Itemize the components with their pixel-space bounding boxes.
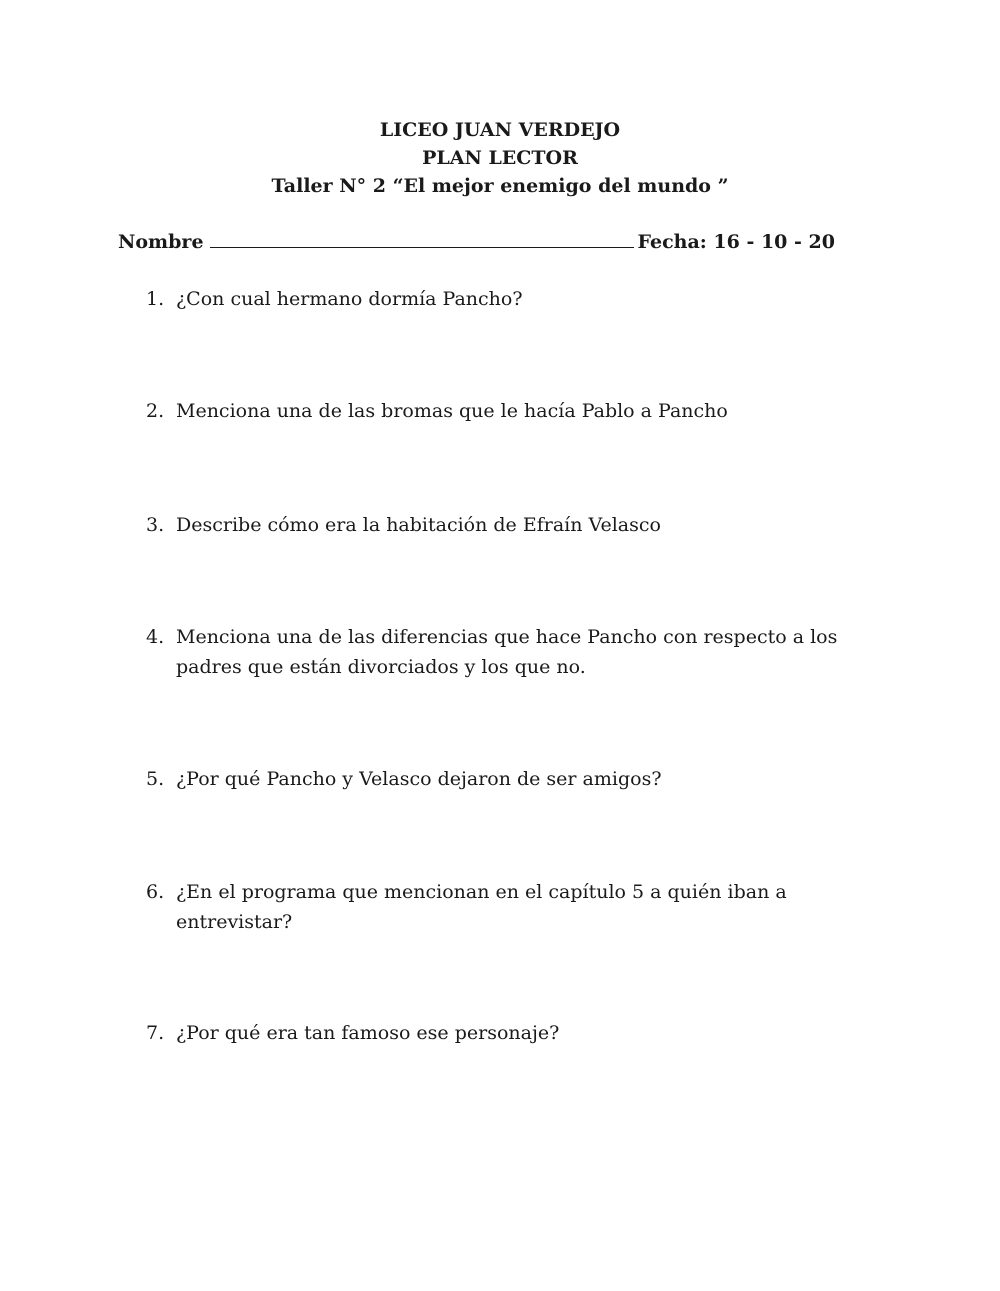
question-number: 5.: [146, 768, 165, 790]
name-label: Nombre: [118, 231, 204, 253]
name-blank-line[interactable]: [210, 229, 634, 248]
question-number: 2.: [146, 400, 165, 422]
question-text: Menciona una de las diferencias que hace Pancho con respecto a los padres que están divorciados y los que no.: [176, 626, 838, 678]
question-item: [146, 1018, 846, 1048]
question-text: ¿Con cual hermano dormía Pancho?: [176, 288, 523, 310]
question-number: 7.: [146, 1022, 165, 1044]
question-text: Menciona una de las bromas que le hacía Pablo a Pancho: [176, 400, 728, 422]
document-header: [0, 116, 1000, 200]
question-item: [146, 510, 846, 540]
workshop-title: Taller N° 2 “El mejor enemigo del mundo ”: [271, 175, 729, 197]
question-item: [146, 284, 846, 314]
question-text: ¿Por qué era tan famoso ese personaje?: [176, 1022, 560, 1044]
question-text: ¿Por qué Pancho y Velasco dejaron de ser amigos?: [176, 768, 662, 790]
name-date-row: [118, 229, 835, 255]
question-item: [146, 764, 846, 794]
question-number: 4.: [146, 626, 165, 648]
question-number: 3.: [146, 514, 165, 536]
school-name: LICEO JUAN VERDEJO: [379, 119, 621, 141]
question-number: 1.: [146, 288, 165, 310]
question-item: [146, 396, 846, 426]
date-text: Fecha: 16 - 10 - 20: [637, 231, 835, 253]
question-text: ¿En el programa que mencionan en el capítulo 5 a quién iban a entrevistar?: [176, 881, 787, 933]
program-name: PLAN LECTOR: [422, 147, 578, 169]
question-text: Describe cómo era la habitación de Efraín Velasco: [176, 514, 661, 536]
question-item: [146, 877, 846, 937]
question-number: 6.: [146, 881, 165, 903]
question-item: [146, 622, 846, 682]
